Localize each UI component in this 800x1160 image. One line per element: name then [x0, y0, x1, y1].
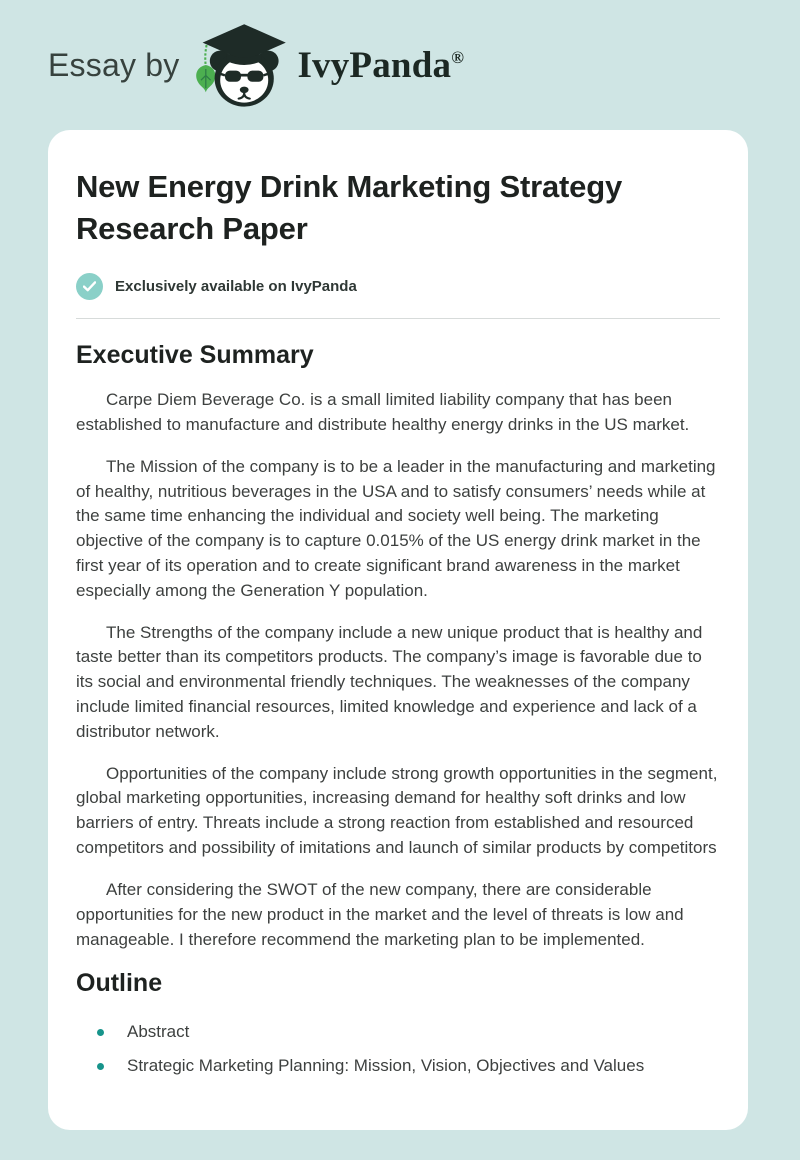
bullet-dot-icon: [97, 1029, 104, 1036]
summary-paragraph: Carpe Diem Beverage Co. is a small limited liability company that has been established to manufacture and distribute healthy energy drinks in the US market.: [76, 390, 690, 434]
section-heading-executive-summary: Executive Summary: [76, 341, 314, 370]
list-item: [76, 1054, 720, 1079]
summary-paragraph: After considering the SWOT of the new company, there are considerable opportunities for the new product in the market and the level of threats is low and manageable. I therefore recommend the marketing plan to be implemented.: [76, 879, 684, 949]
summary-paragraph: Opportunities of the company include strong growth opportunities in the segment, global marketing opportunities, increasing demand for healthy soft drinks and low barriers of entry. Threats include a strong reaction from established and resourced competitors and possibility of imitations and launch of similar products by competitors: [76, 763, 718, 858]
outline-list: [76, 1020, 720, 1079]
graduate-panda-logo-icon: [193, 19, 289, 111]
registered-trademark: ®: [451, 47, 465, 67]
availability-badge: [76, 273, 720, 300]
essay-card: [48, 130, 748, 1130]
brand-name: IvyPanda®: [297, 44, 465, 86]
site-header: [0, 0, 800, 130]
outline-item-label: Strategic Marketing Planning: Mission, Vision, Objectives and Values: [127, 1056, 645, 1076]
page-title: New Energy Drink Marketing Strategy Research Paper: [76, 169, 622, 246]
section-heading-outline: Outline: [76, 969, 163, 998]
availability-label: Exclusively available on IvyPanda: [115, 278, 357, 296]
bullet-dot-icon: [97, 1063, 104, 1070]
divider: [76, 318, 720, 319]
essay-by-label: Essay by: [48, 46, 180, 83]
check-icon: [76, 273, 103, 300]
summary-paragraph: The Mission of the company is to be a leader in the manufacturing and marketing of healthy, nutritious beverages in the USA and to satisfy consumers’ needs while at the same time enhancing the individual and society well being. The marketing objective of the company is to capture 0.015% of the US energy drink market in the first year of its operation and to create significant brand awareness in the market especially among the Generation Y population.: [76, 456, 716, 600]
outline-item-label: Abstract: [127, 1022, 190, 1042]
list-item: [76, 1020, 720, 1045]
summary-paragraph: The Strengths of the company include a new unique product that is healthy and taste better than its competitors products. The company’s image is favorable due to its social and environmental friendly techniques. The weaknesses of the company include limited financial resources, limited knowledge and experience and lack of a distributor network.: [76, 622, 703, 741]
